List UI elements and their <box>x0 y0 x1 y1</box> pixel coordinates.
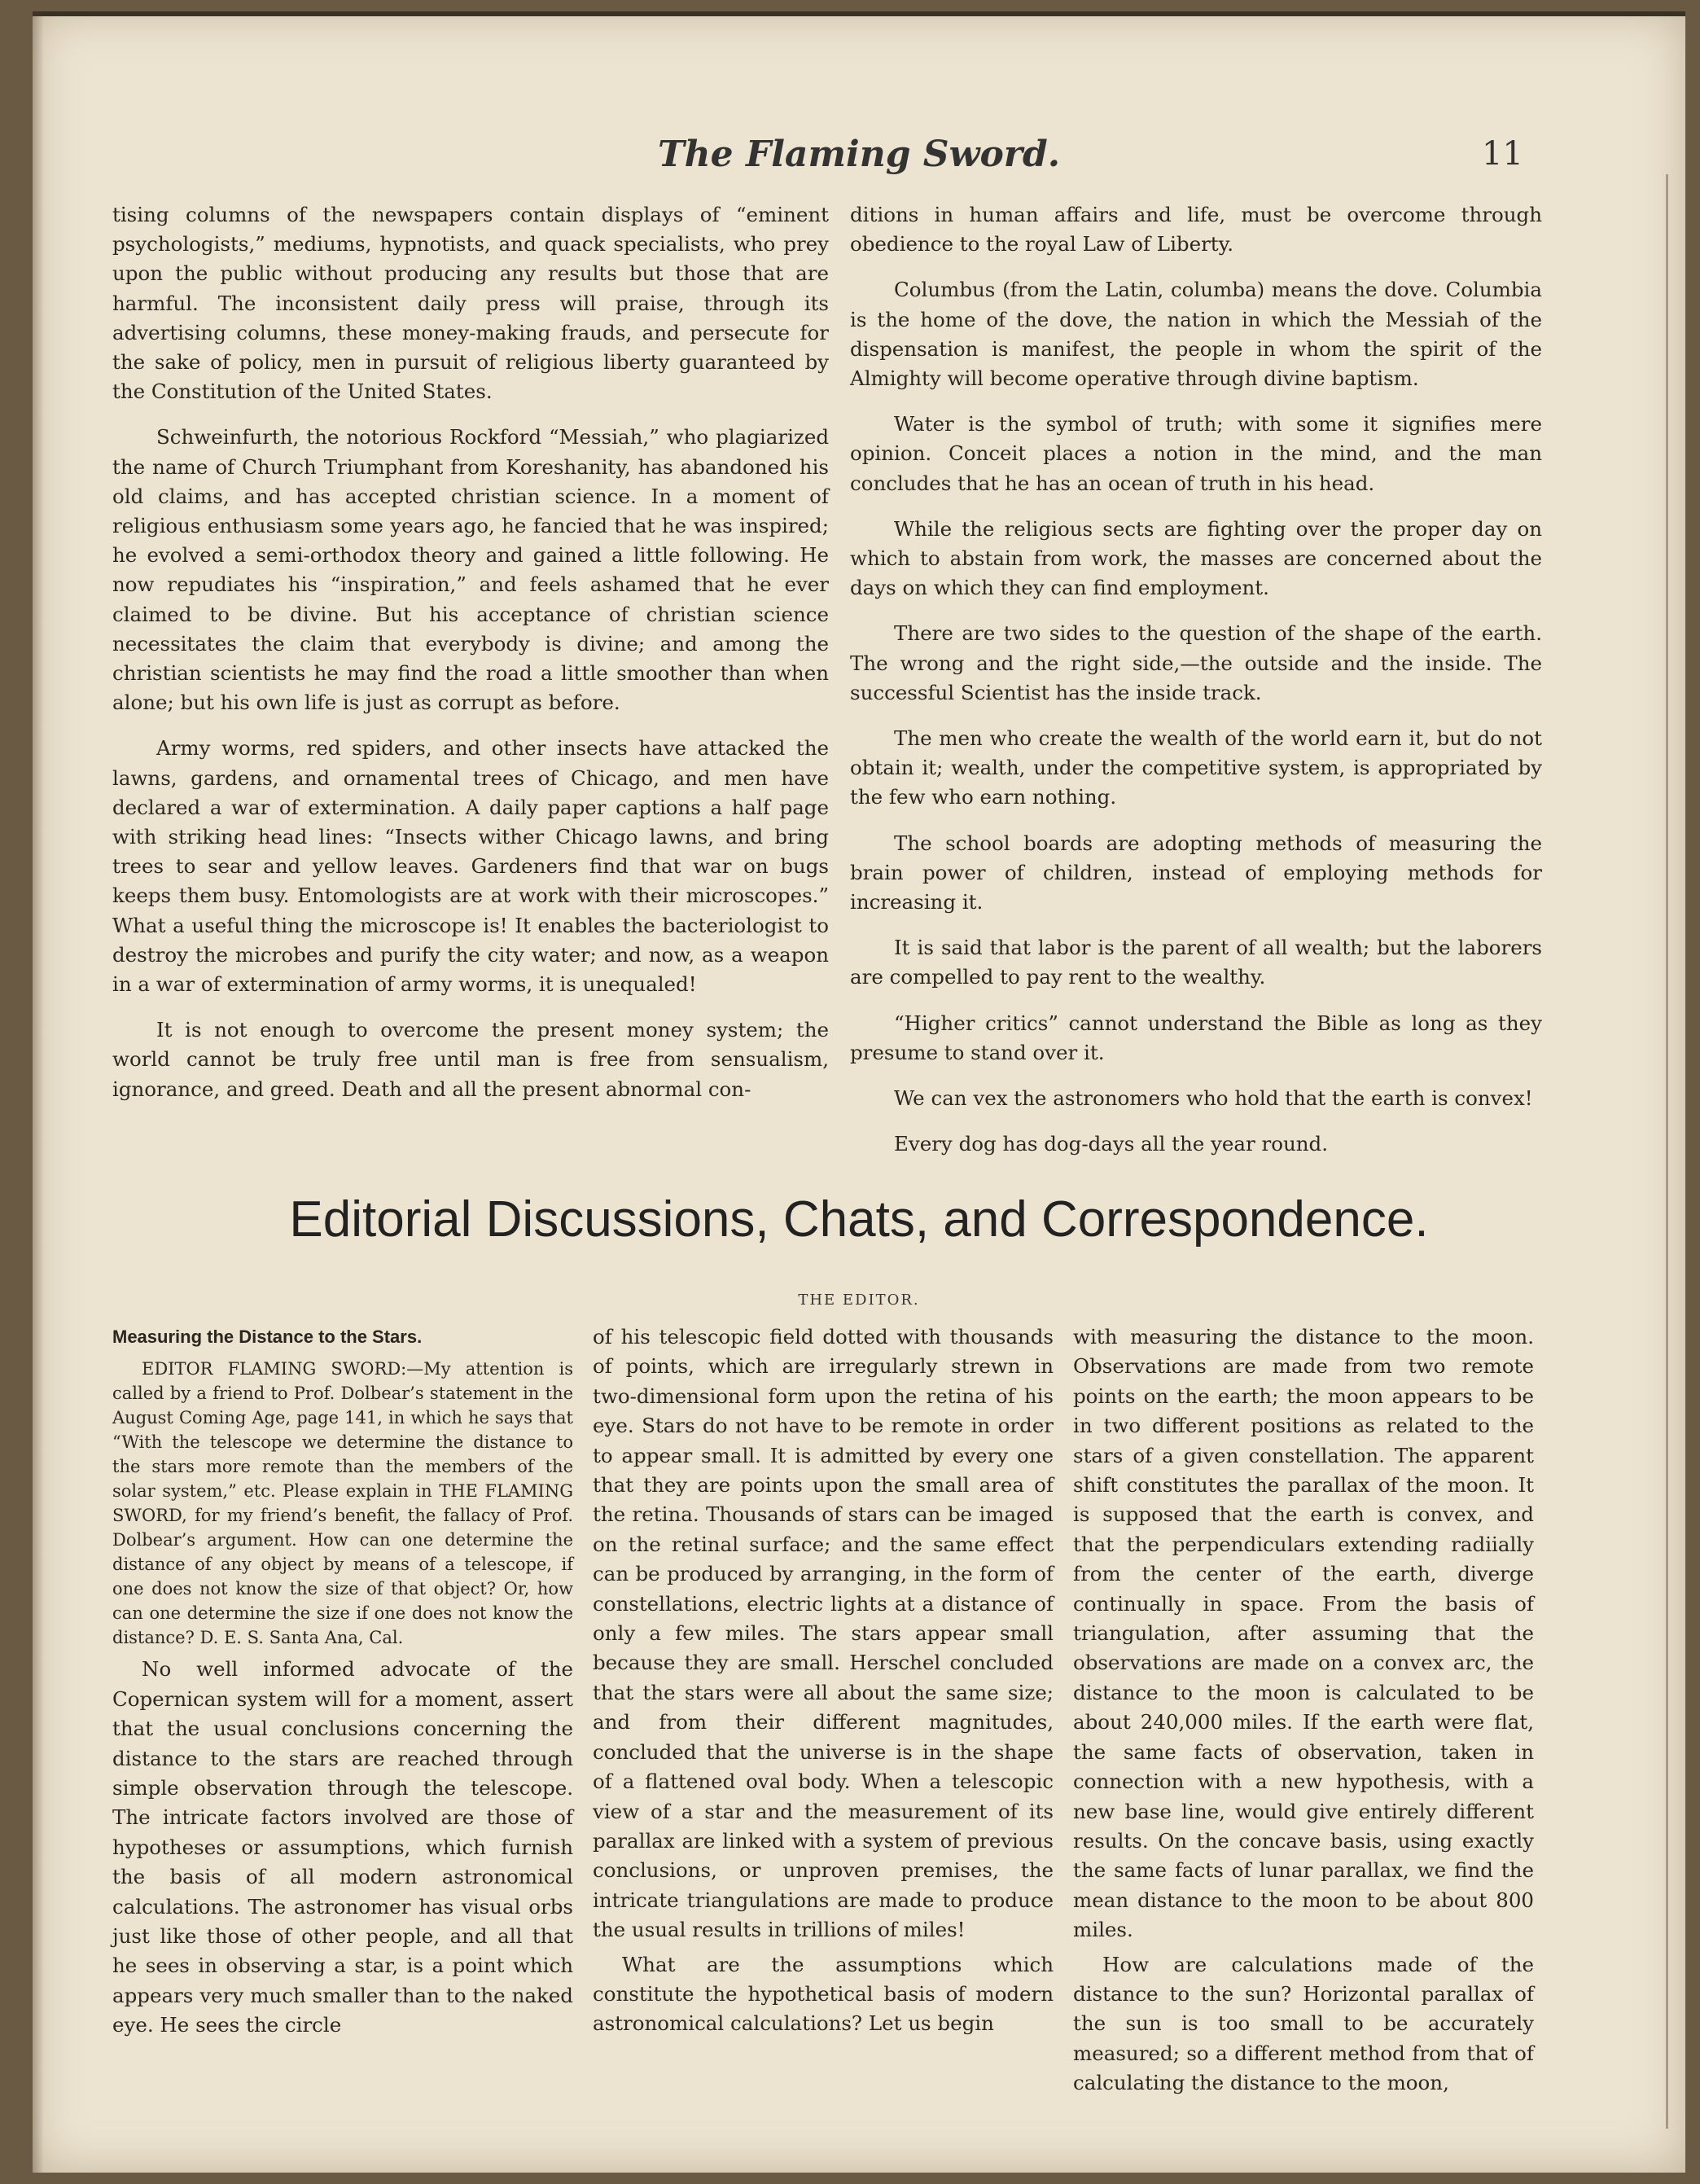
letter-body: EDITOR FLAMING SWORD:—My attention is called by a friend to Prof. Dolbear’s statement in the August Coming Age, page 141, in which he says that “With the telescope we determine the distance to the stars more remote than the members of the solar system,” etc. Please explain in THE FLAMING SWORD, for my friend’s benefit, the fallacy of Prof. Dolbear’s argument. How can one determine the distance of any object by means of a telescope, if one does not know the size of that object? Or, how can one determine the size if one does not know the distance? D. E. S. Santa Ana, Cal. <box>112 1359 573 1648</box>
paragraph: Schweinfurth, the notorious Rockford “Messiah,” who plagiarized the name of Church Triumphant from Koreshanity, has abandoned his old claims, and has accepted christian science. In a moment of religious enthusiasm some years ago, he fancied that he was inspired; he evolved a semi-orthodox theory and gained a little following. He now repudiates his “inspiration,” and feels ashamed that he ever claimed to be divine. But his acceptance of christian science necessitates the claim that everybody is divine; and among the christian scientists he may find the road a little smoother than when alone; but his own life is just as corrupt as before. <box>112 425 829 715</box>
letter-heading: Measuring the Distance to the Stars. <box>112 1327 423 1347</box>
paragraph: “Higher critics” cannot understand the Bible as long as they presume to stand over it. <box>850 1011 1542 1064</box>
lower-column-3 <box>1073 1322 1534 2103</box>
paragraph: Columbus (from the Latin, columba) means the dove. Columbia is the home of the dove, the nation in which the Messiah of the dispensation is manifest, the people in whom the spirit of the Almighty will become operative through divine baptism. <box>850 278 1542 391</box>
running-title: The Flaming Sword. <box>657 134 1061 175</box>
paragraph: The men who create the wealth of the world earn it, but do not obtain it; wealth, under the competitive system, is appropriated by the few who earn nothing. <box>850 726 1542 809</box>
paragraph: tising columns of the newspapers contain displays of “eminent psychologists,” mediums, hypnotists, and quack specialists, who prey upon the public without producing any results but those that are harmful. The inconsistent daily press will praise, through its advertising columns, these money-making frauds, and persecute for the sake of policy, men in pursuit of religious liberty guaranteed by the Constitution of the United States. <box>112 203 829 404</box>
page-edge <box>1666 174 1668 2129</box>
lower-column-2 <box>593 1322 1054 2044</box>
top-edge <box>33 11 1685 16</box>
page-number: 11 <box>1482 135 1523 173</box>
paragraph: There are two sides to the question of the shape of the earth. The wrong and the right side,—the outside and the inside. The successful Scientist has the inside track. <box>850 621 1542 704</box>
paragraph: Water is the symbol of truth; with some it signifies mere opinion. Conceit places a notion in the mind, and the man concludes that he has an ocean of truth in his head. <box>850 412 1542 495</box>
paragraph: The school boards are adopting methods of measuring the brain power of children, instead of employing methods for increasing it. <box>850 831 1542 914</box>
upper-left-column <box>112 200 829 1121</box>
lower-column-1 <box>112 1322 573 2046</box>
paragraph: We can vex the astronomers who hold that the earth is convex! <box>894 1086 1533 1111</box>
paragraph: How are calculations made of the distance to the sun? Horizontal parallax of the sun is too small to be accurately measured; so a different method from that of calculating the distance to the moon, <box>1073 1952 1534 2095</box>
section-title: Editorial Discussions, Chats, and Correspondence. <box>289 1191 1429 1248</box>
paragraph: No well informed advocate of the Copernican system will for a moment, assert that the usual conclusions concerning the distance to the stars are reached through simple observation through the telescope. The intricate factors involved are those of hypotheses or assumptions, which furnish the basis of all modern astronomical calculations. The astronomer has visual orbs just like those of other people, and all that he sees in observing a star, is a point which appears very much smaller than to the naked eye. He sees the circle <box>112 1657 573 2037</box>
upper-right-column <box>850 200 1542 1175</box>
paragraph: Army worms, red spiders, and other insects have attacked the lawns, gardens, and ornamental trees of Chicago, and men have declared a war of extermination. A daily paper captions a half page with striking head lines: “Insects wither Chicago lawns, and bring trees to sear and yellow leaves. Gardeners find that war on bugs keeps them busy. Entomologists are at work with their microscopes.” What a useful thing the microscope is! It enables the bacteriologist to destroy the microbes and purify the city water; and now, as a weapon in a war of extermination of army worms, it is unequaled! <box>112 736 829 997</box>
paragraph: Every dog has dog-days all the year round. <box>894 1132 1329 1156</box>
paragraph: What are the assumptions which constitute the hypothetical basis of modern astronomical calculations? Let us begin <box>593 1952 1054 2036</box>
paragraph: While the religious sects are fighting over the proper day on which to abstain from work, the masses are concerned about the days on which they can find employment. <box>850 516 1542 600</box>
byline: THE EDITOR. <box>798 1292 920 1309</box>
paragraph: It is said that labor is the parent of all wealth; but the laborers are compelled to pay rent to the wealthy. <box>850 936 1542 989</box>
binding-shadow <box>33 11 44 2173</box>
paragraph: with measuring the distance to the moon. Observations are made from two remote points on the earth; the moon appears to be in two different positions as related to the stars of a given constellation. The apparent shift constitutes the parallax of the moon. It is supposed that the earth is convex, and that the perpendiculars extending radiially from the center of the earth, diverge continually in space. From the basis of triangulation, after assuming that the observations are made on a convex arc, the distance to the moon is calculated to be about 240,000 miles. If the earth were flat, the same facts of observation, taken in connection with a new hypothesis, with a new base line, would give entirely different results. On the concave basis, using exactly the same facts of lunar parallax, we find the mean distance to the moon to be about 800 miles. <box>1073 1325 1534 1942</box>
paragraph: It is not enough to overcome the present money system; the world cannot be truly free until man is free from sensualism, ignorance, and greed. Death and all the present abnormal con- <box>112 1018 829 1101</box>
paragraph: of his telescopic field dotted with thousands of points, which are irregularly strewn in two-dimensional form upon the retina of his eye. Stars do not have to be remote in order to appear small. It is admitted by every one that they are points upon the small area of the retina. Thousands of stars can be imaged on the retinal surface; and the same effect can be produced by arranging, in the form of constellations, electric lights at a distance of only a few miles. The stars appear small because they are small. Herschel concluded that the stars were all about the same size; and from their different magnitudes, concluded that the universe is in the shape of a flattened oval body. When a telescopic view of a star and the measurement of its parallax are linked with a system of previous conclusions, or unproven premises, the intricate triangulations are made to produce the usual results in trillions of miles! <box>593 1325 1054 1942</box>
paragraph: ditions in human affairs and life, must be overcome through obedience to the royal Law of Liberty. <box>850 203 1542 257</box>
page <box>33 11 1685 2173</box>
